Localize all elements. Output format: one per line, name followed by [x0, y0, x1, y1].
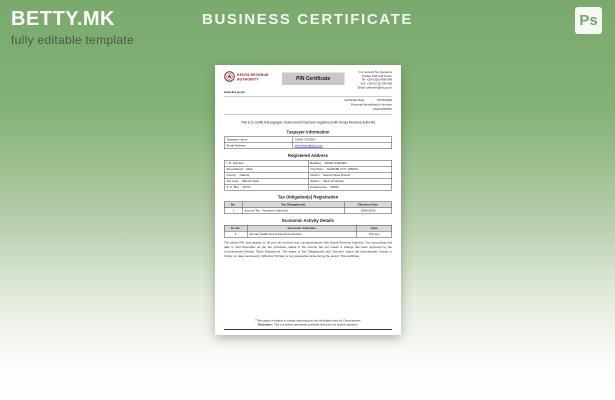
email-link[interactable]: johncitizen@xyz.com [294, 144, 323, 148]
economic-activity: Human health and social work activities [247, 231, 357, 237]
address-cell: County : Nairobi [224, 172, 308, 178]
contact-line: Tel: +254 (020) 4999 999 [361, 78, 392, 82]
spacer [224, 259, 392, 319]
contact-line: Email: callcentre@kra.go.ke [357, 86, 392, 90]
certificate-header [224, 71, 392, 90]
contact-line: Cell: +254 (0711) 099 999 [360, 82, 392, 86]
pin-value: A012345678X [372, 108, 392, 112]
table-row [224, 208, 392, 214]
pin-certificate-title: PIN Certificate [282, 73, 344, 86]
certificate-footnotes [224, 319, 392, 327]
certificate-paragraph: The above PIN must appear on all your tax invoices and correspondences with Kenya Revenue Authority. Your accounting end date is 31st December as per the provisions stated in the Income Tax Act unless a change has been approved by the Commissioner-General, Taxes Department. The status of Tax Obligation(s) with 'Dormant' status will automatically change to 'Active' on date mentioned in 'Effective Till Date' or any transaction done during the period. This certificate [224, 241, 392, 258]
taxpayer-name-label: Taxpayer Name [224, 137, 292, 143]
table-row [224, 184, 392, 190]
divider [224, 96, 392, 97]
photoshop-badge-icon: Ps [575, 7, 602, 34]
address-cell: Street/Road : MSA [224, 166, 308, 172]
obligation-name-header: Tax Obligation(s) [242, 202, 344, 208]
kra-contact-block [358, 71, 392, 90]
kra-name-line2: AUTHORITY [237, 77, 259, 82]
economic-type-header: Type [357, 225, 392, 231]
obligation-name: Income Tax - Resident Individual [242, 208, 344, 214]
disclaimer-label: Disclaimer : [257, 323, 274, 327]
certify-statement: This is to certify that taxpayer shown herein has been registered with Kenya Revenue Authority [240, 121, 376, 125]
certificate-document [215, 65, 401, 335]
taxpayer-table [224, 137, 392, 150]
obligation-no: 1 [224, 208, 242, 214]
table-row [224, 143, 392, 149]
contact-line: Contact KRA Call Centre [361, 74, 392, 78]
contact-line: For General Tax Questions [359, 71, 392, 74]
registered-address-table [224, 160, 392, 191]
address-cell: District : Nairobi West District [308, 172, 392, 178]
divider [224, 114, 392, 115]
kra-name-line1: KENYA REVENUE [237, 73, 269, 78]
email-label: Email Address [224, 143, 292, 149]
pin-label: Personal Identification Number [350, 103, 392, 107]
certificate-date-label: Certificate Date : [343, 99, 366, 103]
kra-logo [224, 71, 269, 85]
economic-no-header: Sr. No. [224, 225, 247, 231]
certificate-page [215, 65, 401, 335]
obligation-date: 19/05/2003 [344, 208, 392, 214]
station-footnote: * This station is subject to change depending on the verification done by Commissioner. [254, 319, 362, 323]
footer-rule [224, 329, 392, 330]
certificate-meta [224, 99, 392, 113]
obligation-date-header: Effective Date [344, 202, 392, 208]
address-cell: P. O. Box : 26707 [224, 184, 308, 190]
economic-activity-header: Economic Activities [247, 225, 357, 231]
section-title-taxpayer: Taxpayer Information [286, 129, 330, 135]
address-cell: Building : ROSE GARDEN [308, 160, 392, 166]
taxpayer-name-value: JOHN CITIZEN [292, 137, 391, 143]
section-title-address: Registered Address [288, 153, 328, 159]
economic-no: 1 [224, 231, 247, 237]
table-row [224, 231, 392, 237]
disclaimer-text: This is a system generated certificate and does not require signature. [274, 323, 359, 327]
email-cell [292, 143, 391, 149]
address-cell: L.R. Number : [224, 160, 308, 166]
brand-logo: BETTY.MK [11, 8, 115, 30]
address-cell: Tax Area : Nairobi West [224, 178, 308, 184]
section-title-economic: Economic Activity Details [282, 218, 334, 224]
tax-obligations-table [224, 202, 392, 215]
kra-authority-name [237, 74, 269, 82]
address-cell: Station : West of Nairobi [308, 178, 392, 184]
economic-type: Primary [357, 231, 392, 237]
certificate-date-value: 15/06/2023 [376, 99, 392, 103]
address-cell: City/Town : NAIROBI CITY (WEST) [308, 166, 392, 172]
banner-title: BUSINESS CERTIFICATE [202, 11, 413, 28]
section-title-obligations: Tax Obligation(s) Registration [277, 194, 339, 200]
kra-website: www.kra.go.ke [224, 91, 245, 95]
address-cell: Postal Code : 00506 [308, 184, 392, 190]
obligation-no-header: No. [224, 202, 242, 208]
economic-activity-table [224, 225, 392, 238]
banner-subtitle: fully editable template [11, 33, 134, 47]
kra-emblem-icon [224, 71, 235, 85]
